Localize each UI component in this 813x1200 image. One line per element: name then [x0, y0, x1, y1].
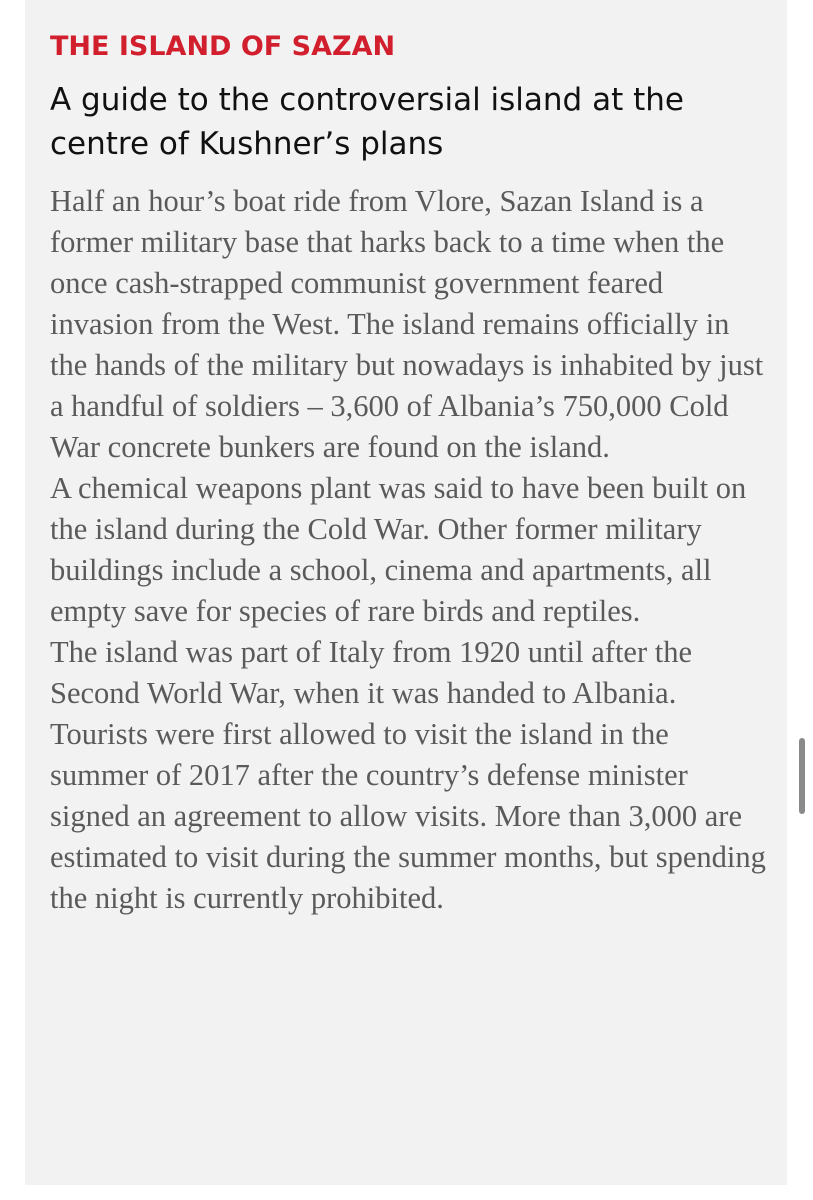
section-kicker: THE ISLAND OF SAZAN [50, 31, 396, 62]
vertical-scrollbar[interactable] [799, 738, 805, 814]
body-paragraph-3: The island was part of Italy from 1920 until after the Second World War, when it was handed to Albania. [50, 635, 693, 710]
article-body [50, 181, 770, 919]
body-paragraph-4: Tourists were first allowed to visit the island in the summer of 2017 after the country’s defense minister signed an agreement to allow visits. More than 3,000 are estimated to visit during the summer months, but spending the night is currently prohibited. [50, 717, 766, 915]
article-headline: A guide to the controversial island at the centre of Kushner’s plans [50, 82, 684, 162]
body-paragraph-2: A chemical weapons plant was said to have been built on the island during the Cold War. Other former military buildings include a school, cinema and apartments, all empty save for species of rare birds and reptiles. [50, 471, 747, 628]
article-box-content [50, 28, 770, 919]
article-box [25, 0, 787, 1185]
body-paragraph-1: Half an hour’s boat ride from Vlore, Sazan Island is a former military base that harks back to a time when the once cash-strapped communist government feared invasion from the West. The island remains officially in the hands of the military but nowadays is inhabited by just a handful of soldiers – 3,600 of Albania’s 750,000 Cold War concrete bunkers are found on the island. [50, 184, 764, 464]
